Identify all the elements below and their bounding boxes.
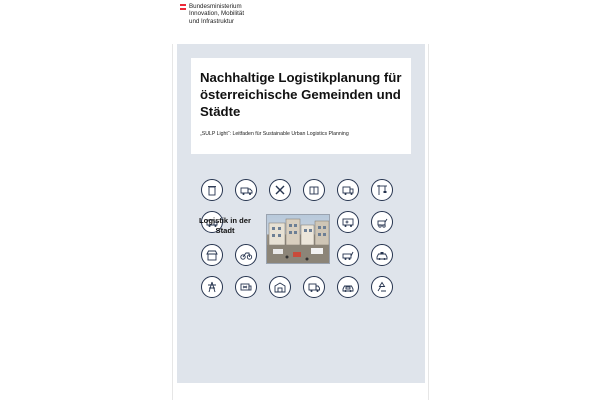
waste-bin-icon [201, 179, 223, 201]
parcel-box-icon [303, 179, 325, 201]
construction-vehicle-icon [371, 211, 393, 233]
delivery-van-icon [235, 179, 257, 201]
tools-icon [269, 179, 291, 201]
mail-car-icon [337, 276, 359, 298]
taxi-icon [371, 244, 393, 266]
document-subtitle: „SULP Light“: Leitfaden für Sustainable Urban Logistics Planning [200, 131, 349, 137]
warehouse-icon [269, 276, 291, 298]
austria-flag-logo [180, 4, 186, 10]
city-illustration [266, 214, 330, 264]
center-label: Logistik in der Stadt [199, 216, 251, 235]
ministry-name: Bundesministerium Innovation, Mobilität und Infrastruktur [189, 3, 245, 25]
tow-truck-icon [337, 244, 359, 266]
cargo-bike-icon [235, 244, 257, 266]
document-title: Nachhaltige Logistikplanung für österreichische Gemeinden und Städte [200, 70, 402, 119]
box-truck-icon [303, 276, 325, 298]
crane-icon [371, 179, 393, 201]
shop-icon [201, 244, 223, 266]
parcel-delivery-icon [235, 276, 257, 298]
recycling-icon [371, 276, 393, 298]
power-pylon-icon [201, 276, 223, 298]
ambulance-icon [337, 211, 359, 233]
cargo-truck-icon [337, 179, 359, 201]
